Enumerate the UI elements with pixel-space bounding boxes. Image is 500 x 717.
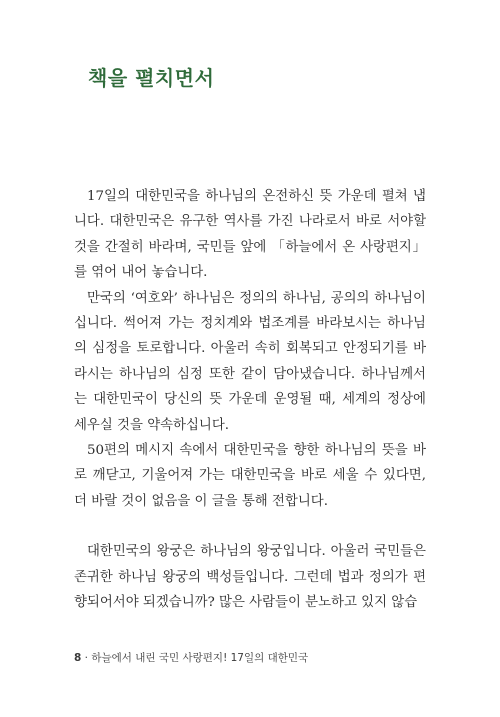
paragraph-3: 50편의 메시지 속에서 대한민국을 향한 하나님의 뜻을 바로 깨닫고, 기울어져 가는 대한민국을 바로 세울 수 있다면, 더 바랄 것이 없음을 이 글을 통해 전합니다. (74, 443, 426, 509)
footer-separator: · (84, 652, 88, 664)
footer-book-title: 하늘에서 내린 국민 사랑편지! 17일의 대한민국 (91, 652, 309, 664)
body-text (74, 184, 426, 616)
chapter-heading: 책을 펼치면서 (88, 66, 215, 90)
paragraph-2: 만국의 ‘여호와’ 하나님은 정의의 하나님, 공의의 하나님이십니다. 썩어져 가는 정치계와 법조계를 바라보시는 하나님의 심정을 토로합니다. 아울러 속히 회복되고 안정되기를 바라시는 하나님의 심정 또한 같이 담아냈습니다. 하나님께서는 대한민국이 당신의 뜻 가운데 운영될 때, 세계의 정상에 세우실 것을 약속하십니다. (74, 290, 426, 433)
page-number: 8 (74, 652, 82, 664)
paragraph-1: 17일의 대한민국을 하나님의 온전하신 뜻 가운데 펼쳐 냅니다. 대한민국은 유구한 역사를 가진 나라로서 바로 서야할 것을 간절히 바라며, 국민들 앞에 「하늘에서 온 사랑편지」를 엮어 내어 놓습니다. (74, 189, 426, 281)
page-footer (74, 650, 308, 665)
paragraph-4: 대한민국의 왕궁은 하나님의 왕궁입니다. 아울러 국민들은 존귀한 하나님 왕궁의 백성들입니다. 그런데 법과 정의가 편향되어서야 되겠습니까? 많은 사람들이 분노하고 있지 않습 (74, 544, 426, 611)
